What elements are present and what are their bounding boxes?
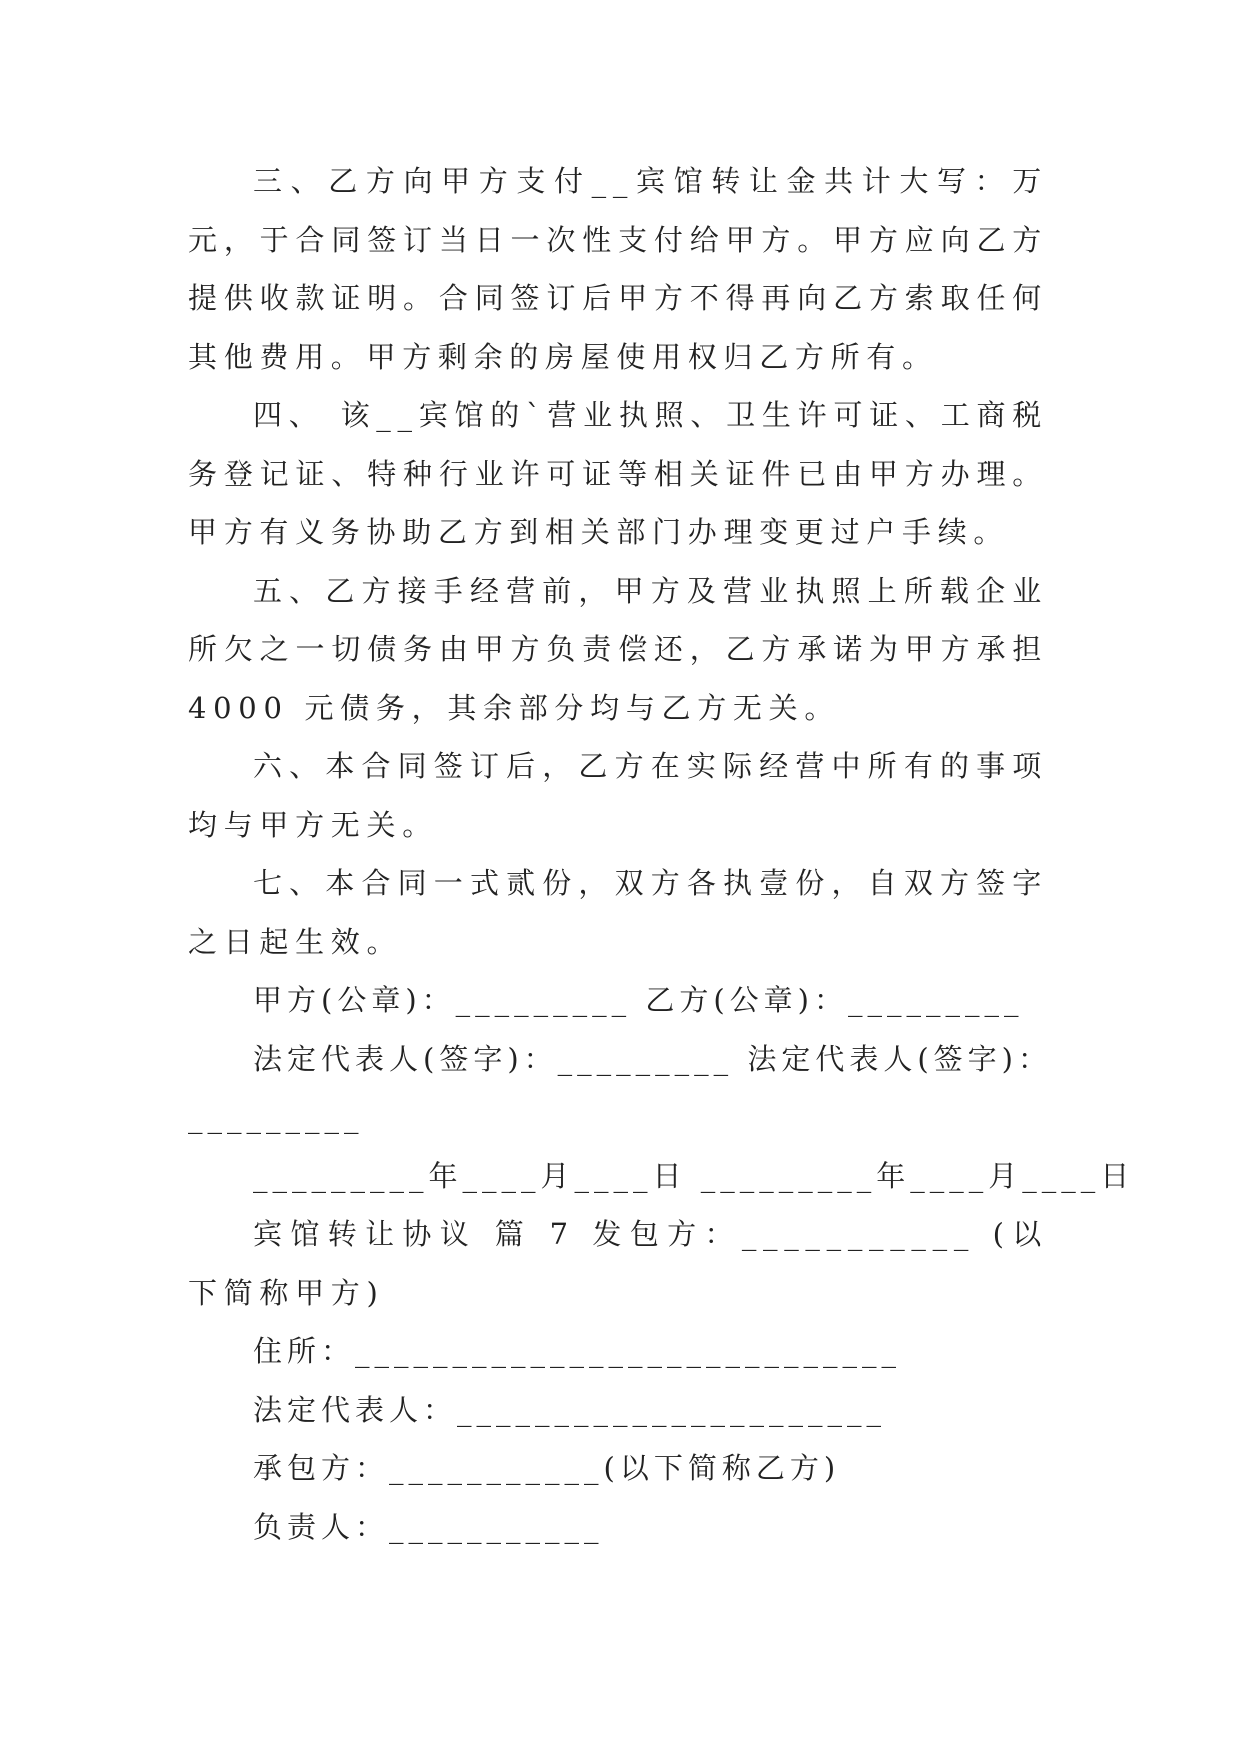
legal-rep-field: 法定代表人：______________________ [253, 1392, 887, 1427]
person-in-charge-field: 负责人：___________ [253, 1509, 604, 1544]
clause-7: 七、本合同一式贰份，双方各执壹份，自双方签字之日起生效。 [188, 866, 1048, 959]
document-body [188, 152, 1135, 1556]
address-field: 住所：____________________________ [253, 1334, 902, 1368]
clause-3: 三、乙方向甲方支付__宾馆转让金共计大写：万元，于合同签订当日一次性支付给甲方。甲方应向乙方提供收款证明。合同签订后甲方不得再向乙方索取任何其他费用。甲方剩余的房屋使用权归乙方所有。 [188, 164, 1048, 374]
date-line: _________年____月____日 _________年____月____日 [253, 1158, 1135, 1193]
legal-rep-signature-line: 法定代表人(签字)：_________ 法定代表人(签字)： [253, 1041, 1052, 1076]
seal-signature-line: 甲方(公章)：_________ 乙方(公章)：_________ [253, 983, 1024, 1017]
clause-4: 四、 该__宾馆的`营业执照、卫生许可证、工商税务登记证、特种行业许可证等相关证件已由甲方办理。甲方有义务协助乙方到相关部门办理变更过户手续。 [188, 398, 1048, 549]
agreement-7-heading: 宾馆转让协议 篇 7 发包方：___________ (以下简称甲方) [188, 1217, 1048, 1310]
clause-6: 六、本合同签订后，乙方在实际经营中所有的事项均与甲方无关。 [188, 749, 1048, 842]
clause-5: 五、乙方接手经营前，甲方及营业执照上所载企业所欠之一切债务由甲方负责偿还，乙方承诺为甲方承担 4000 元债务，其余部分均与乙方无关。 [188, 573, 1048, 725]
contractor-field: 承包方：___________(以下简称乙方) [253, 1451, 841, 1485]
legal-rep-signature-blank: _________ [188, 1100, 364, 1134]
